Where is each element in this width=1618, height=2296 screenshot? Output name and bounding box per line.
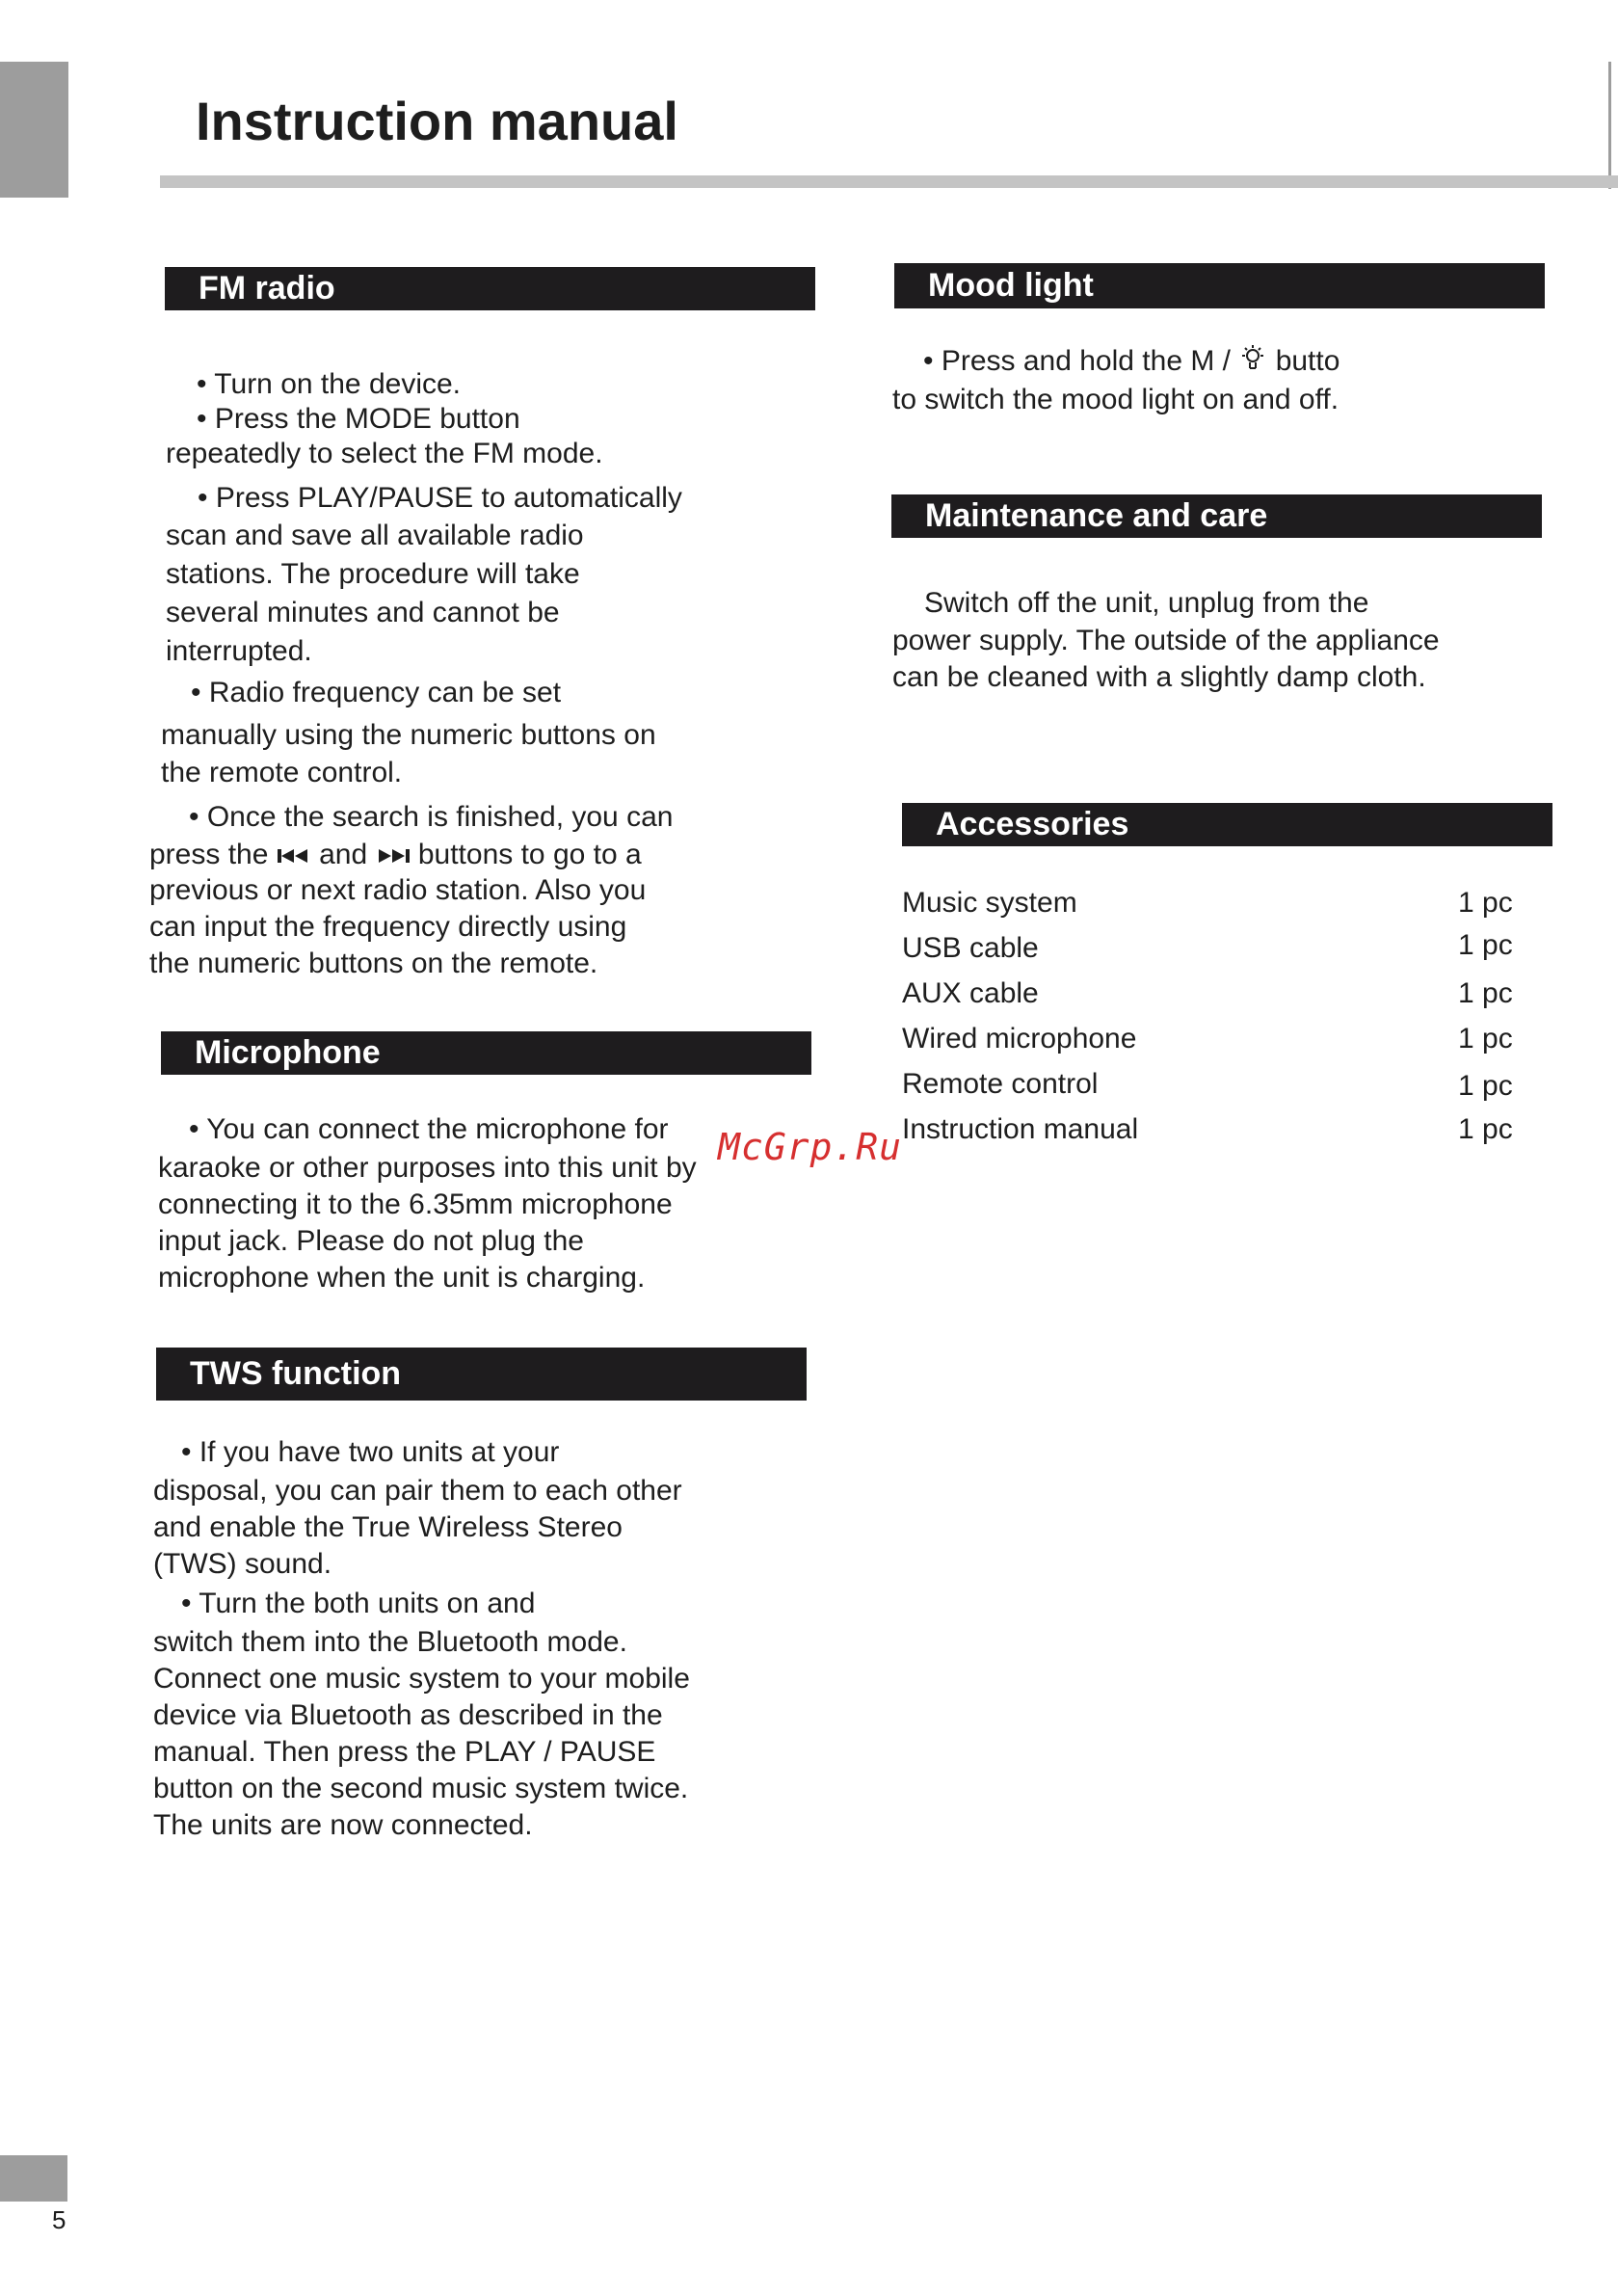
maintenance-heading-text: Maintenance and care	[925, 497, 1268, 534]
fm-text: and	[319, 839, 368, 870]
tws-heading-text: TWS function	[190, 1355, 402, 1392]
previous-track-icon	[277, 838, 311, 874]
title-underline	[160, 175, 1618, 188]
fm-line: stations. The procedure will take	[166, 558, 580, 590]
accessory-name: Music system	[902, 887, 1077, 919]
fm-line: interrupted.	[166, 635, 312, 667]
microphone-heading	[161, 1031, 811, 1075]
accessory-qty: 1 pc	[1458, 1070, 1513, 1102]
tws-line: manual. Then press the PLAY / PAUSE	[153, 1736, 656, 1768]
accessories-heading-text: Accessories	[936, 806, 1129, 842]
accessory-qty: 1 pc	[1458, 887, 1513, 919]
page-title: Instruction manual	[196, 91, 678, 151]
accessory-name: USB cable	[902, 932, 1039, 964]
accessory-name: Remote control	[902, 1068, 1099, 1100]
fm-line: • Press the MODE button	[197, 403, 520, 435]
tws-line: • Turn the both units on and	[181, 1588, 536, 1619]
accessory-qty: 1 pc	[1458, 1113, 1513, 1145]
fm-text: press the	[149, 839, 269, 870]
page-tab-bottom	[0, 2155, 67, 2202]
accessory-qty: 1 pc	[1458, 929, 1513, 961]
fm-line: • Turn on the device.	[197, 368, 461, 400]
tws-heading	[156, 1348, 807, 1401]
right-edge-rule	[1608, 62, 1611, 189]
mic-line: microphone when the unit is charging.	[158, 1262, 646, 1294]
fm-line: manually using the numeric buttons on	[161, 719, 656, 751]
fm-line: previous or next radio station. Also you	[149, 874, 647, 906]
fm-radio-heading-text: FM radio	[199, 270, 335, 307]
maintenance-line: can be cleaned with a slightly damp cloth.	[892, 661, 1426, 693]
maintenance-heading	[891, 494, 1542, 538]
accessory-name: AUX cable	[902, 977, 1039, 1009]
mood-line-1	[923, 343, 1339, 382]
microphone-heading-text: Microphone	[195, 1034, 381, 1071]
tws-line: The units are now connected.	[153, 1809, 533, 1841]
mood-light-heading	[894, 263, 1545, 308]
fm-line: can input the frequency directly using	[149, 911, 627, 943]
watermark: McGrp.Ru	[718, 1126, 903, 1168]
fm-line: the numeric buttons on the remote.	[149, 948, 598, 979]
tws-line: and enable the True Wireless Stereo	[153, 1511, 623, 1543]
next-track-icon	[376, 838, 411, 874]
page-tab-top	[0, 62, 68, 198]
maintenance-line: power supply. The outside of the appliance	[892, 625, 1440, 656]
accessory-name: Instruction manual	[902, 1113, 1139, 1145]
mood-text: butto	[1275, 345, 1340, 377]
mood-text: • Press and hold the M /	[923, 345, 1231, 377]
fm-line: • Once the search is finished, you can	[189, 801, 674, 833]
tws-line: (TWS) sound.	[153, 1548, 332, 1580]
mic-line: • You can connect the microphone for	[189, 1113, 669, 1145]
mood-light-heading-text: Mood light	[928, 267, 1094, 304]
fm-line: several minutes and cannot be	[166, 597, 560, 628]
mic-line: input jack. Please do not plug the	[158, 1225, 584, 1257]
accessory-name: Wired microphone	[902, 1023, 1137, 1055]
tws-line: button on the second music system twice.	[153, 1773, 689, 1804]
mic-line: karaoke or other purposes into this unit by	[158, 1152, 697, 1184]
fm-line: scan and save all available radio	[166, 520, 584, 551]
fm-radio-heading	[165, 267, 815, 310]
page-number: 5	[52, 2205, 66, 2234]
tws-line: • If you have two units at your	[181, 1436, 560, 1468]
mic-line: connecting it to the 6.35mm microphone	[158, 1188, 673, 1220]
accessory-qty: 1 pc	[1458, 977, 1513, 1009]
fm-line: the remote control.	[161, 757, 403, 788]
accessories-heading	[902, 803, 1552, 846]
fm-text: buttons to go to a	[417, 839, 642, 870]
fm-line: • Radio frequency can be set	[191, 677, 562, 708]
fm-line-with-icons	[149, 837, 642, 874]
fm-line: repeatedly to select the FM mode.	[166, 438, 603, 469]
tws-line: disposal, you can pair them to each other	[153, 1475, 682, 1507]
maintenance-line: Switch off the unit, unplug from the	[924, 587, 1369, 619]
tws-line: device via Bluetooth as described in the	[153, 1699, 663, 1731]
fm-line: • Press PLAY/PAUSE to automatically	[198, 482, 682, 514]
light-bulb-icon	[1238, 343, 1267, 382]
accessory-qty: 1 pc	[1458, 1023, 1513, 1055]
tws-line: Connect one music system to your mobile	[153, 1663, 690, 1695]
mood-line-2: to switch the mood light on and off.	[892, 384, 1339, 415]
tws-line: switch them into the Bluetooth mode.	[153, 1626, 627, 1658]
